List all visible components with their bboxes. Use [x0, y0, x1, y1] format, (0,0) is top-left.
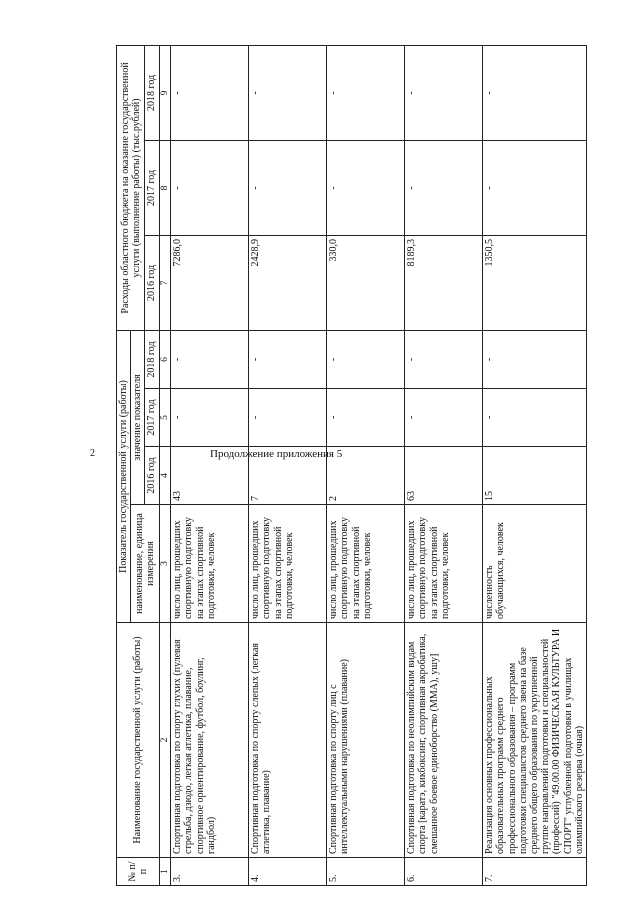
row-num: 6. — [405, 858, 483, 886]
row-expense-2018: - — [171, 45, 249, 140]
table-row — [249, 45, 327, 885]
row-indicator: число лиц, прошедших спортивную подготовку на этапах спортивной подготовки, человек — [327, 505, 405, 623]
header-service-name: Наименование государственной услуги (работы) — [117, 623, 160, 858]
row-indicator: численность обучающихся, человек — [483, 505, 587, 623]
row-value-2017: - — [405, 389, 483, 447]
row-value-2018: - — [171, 330, 249, 388]
header-year-2018-expense: 2018 год — [145, 45, 159, 140]
row-value-2017: - — [249, 389, 327, 447]
row-value-2016: 63 — [405, 447, 483, 505]
row-value-2016: 15 — [483, 447, 587, 505]
row-expense-2018: - — [405, 45, 483, 140]
row-service-name: Реализация основных профессиональных образовательных программ среднего профессионального образования – программ подготовки специалистов среднего звена на базе среднего общего образования по укрупненной группе направлений подготовки и специальностей (профессий) "49.00.00 ФИЗИЧЕСКАЯ КУЛЬТУРА И СПОРТ" углубленной подготовки в училищах олимпийского резерва (очная) — [483, 623, 587, 858]
expenses-table — [116, 45, 587, 886]
row-expense-2017: - — [249, 140, 327, 235]
row-expense-2018: - — [327, 45, 405, 140]
column-number: 8 — [159, 140, 171, 235]
header-year-2017-expense: 2017 год — [145, 140, 159, 235]
row-indicator: число лиц, прошедших спортивную подготовку на этапах спортивной подготовки, человек — [171, 505, 249, 623]
row-service-name: Спортивная подготовка по спорту лиц с интеллектуальными нарушениями (плавание) — [327, 623, 405, 858]
row-expense-2018: - — [483, 45, 587, 140]
row-service-name: Спортивная подготовка по неолимпийским видам спорта [каратэ, кикбоксинг, спортивная акробатика, смешанное боевое единоборство (ММА), ушу] — [405, 623, 483, 858]
header-indicator-value: значение показателя — [131, 330, 145, 504]
column-number: 2 — [159, 623, 171, 858]
column-number: 1 — [159, 858, 171, 886]
row-expense-2017: - — [327, 140, 405, 235]
row-value-2016: 43 — [171, 447, 249, 505]
row-indicator: число лиц, прошедших спортивную подготовку на этапах спортивной подготовки, человек — [249, 505, 327, 623]
row-expense-2017: - — [405, 140, 483, 235]
header-year-2016-value: 2016 год — [145, 447, 159, 505]
row-expense-2016: 2428,9 — [249, 235, 327, 330]
column-number: 7 — [159, 235, 171, 330]
rotated-table-container — [116, 46, 585, 886]
row-expense-2016: 8189,3 — [405, 235, 483, 330]
table-row — [405, 45, 483, 885]
continuation-note: Продолжение приложения 5 — [210, 448, 343, 460]
row-value-2018: - — [249, 330, 327, 388]
table-row — [483, 45, 587, 885]
row-value-2017: - — [327, 389, 405, 447]
row-num: 7. — [483, 858, 587, 886]
header-year-2016-expense: 2016 год — [145, 235, 159, 330]
header-indicator-name: наименование, единица измерения — [131, 505, 159, 623]
column-number-row — [159, 45, 171, 885]
row-value-2017: - — [483, 389, 587, 447]
header-year-2017-value: 2017 год — [145, 389, 159, 447]
table-row — [171, 45, 249, 885]
table-row — [327, 45, 405, 885]
row-expense-2018: - — [249, 45, 327, 140]
row-expense-2016: 330,0 — [327, 235, 405, 330]
row-expense-2016: 7286,0 — [171, 235, 249, 330]
column-number: 5 — [159, 389, 171, 447]
row-expense-2017: - — [171, 140, 249, 235]
column-number: 9 — [159, 45, 171, 140]
row-num: 4. — [249, 858, 327, 886]
column-number: 4 — [159, 447, 171, 505]
row-value-2018: - — [483, 330, 587, 388]
column-number: 3 — [159, 505, 171, 623]
row-num: 5. — [327, 858, 405, 886]
row-value-2018: - — [327, 330, 405, 388]
row-value-2016: 2 — [327, 447, 405, 505]
row-expense-2017: - — [483, 140, 587, 235]
row-service-name: Спортивная подготовка по спорту глухих (пулевая стрельба, дзюдо, легкая атлетика, плавание, спортивное ориентирование, футбол, боулинг, гандбол) — [171, 623, 249, 858]
row-value-2018: - — [405, 330, 483, 388]
column-number: 6 — [159, 330, 171, 388]
row-expense-2016: 1350,5 — [483, 235, 587, 330]
page-number: 2 — [90, 448, 95, 459]
row-num: 3. — [171, 858, 249, 886]
row-indicator: число лиц, прошедших спортивную подготовку на этапах спортивной подготовки, человек — [405, 505, 483, 623]
header-expense-group: Расходы областного бюджета на оказание государственной услуги (выполнение работы) (тыс.рублей) — [117, 45, 145, 330]
row-service-name: Спортивная подготовка по спорту слепых (легкая атлетика, плавание) — [249, 623, 327, 858]
row-value-2016: 7 — [249, 447, 327, 505]
header-year-2018-value: 2018 год — [145, 330, 159, 388]
row-value-2017: - — [171, 389, 249, 447]
header-num: № п/п — [117, 858, 160, 886]
header-indicator-group: Показатель государственной услуги (работы) — [117, 330, 131, 622]
